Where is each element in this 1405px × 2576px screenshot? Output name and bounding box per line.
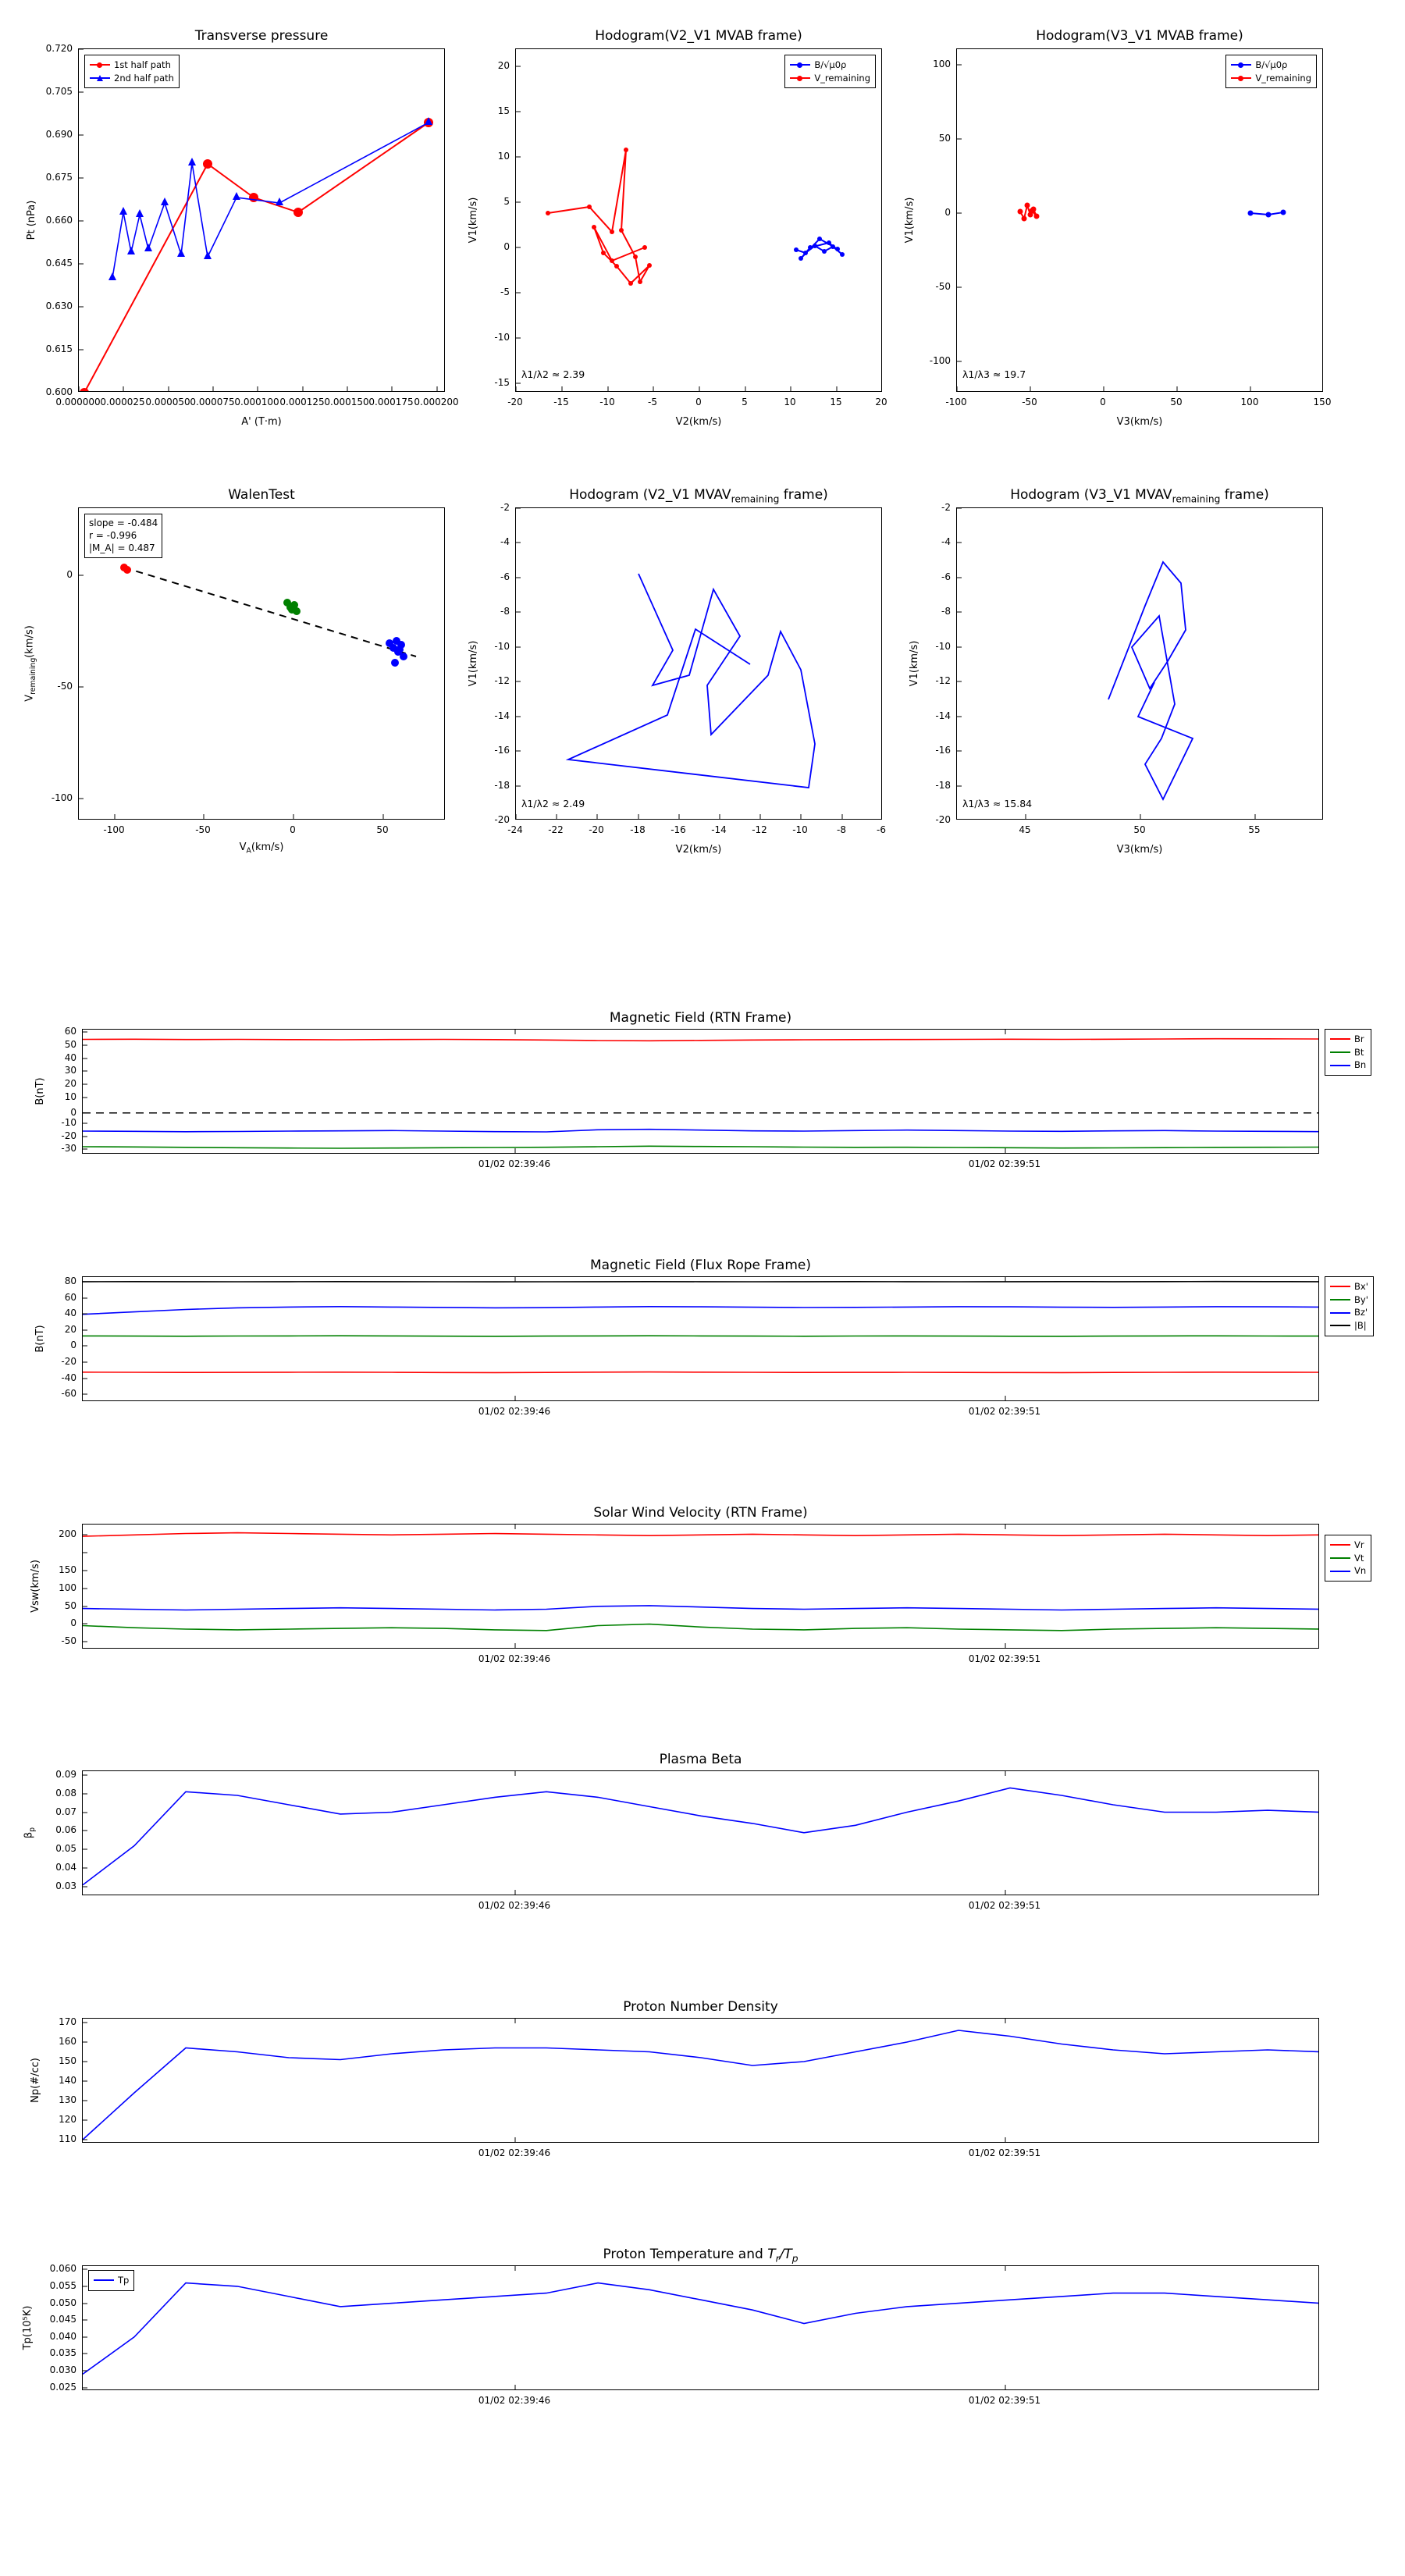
y-tick: 0.06 (55, 1824, 76, 1836)
plot-area (515, 507, 882, 820)
y-tick: -5 (500, 286, 510, 297)
y-axis-label: Tp(10⁵K) (22, 2305, 34, 2350)
x-tick: -24 (507, 824, 523, 835)
y-tick: 10 (497, 151, 510, 162)
y-tick: -4 (500, 536, 510, 547)
y-tick: 0.08 (55, 1787, 76, 1799)
x-axis-label: A' (T·m) (241, 416, 282, 428)
x-tick: 0 (695, 397, 702, 407)
y-tick: 0 (503, 241, 510, 252)
y-tick: 0.615 (45, 343, 73, 354)
x-axis-label: V2(km/s) (675, 416, 722, 428)
y-tick: -60 (61, 1388, 76, 1400)
x-tick: -10 (792, 824, 808, 835)
y-tick: -30 (61, 1143, 76, 1155)
y-axis-label: $\beta_p$ (23, 1827, 37, 1839)
plot-area (78, 48, 445, 392)
y-axis-label: V1(km/s) (468, 640, 479, 687)
y-tick: 40 (64, 1051, 76, 1063)
y-tick: 0.03 (55, 1880, 76, 1892)
panel-title: Proton Number Density (623, 1999, 778, 2015)
x-axis-label: V3(km/s) (1116, 416, 1163, 428)
series-br (83, 1039, 1319, 1041)
y-tick: 110 (59, 2133, 76, 2144)
y-tick: 0.050 (49, 2297, 76, 2308)
x-tick: 01/02 02:39:51 (968, 1653, 1041, 1664)
x-tick: -22 (548, 824, 564, 835)
panel-title: Hodogram(V3_V1 MVAB frame) (1036, 28, 1243, 44)
legend-label: By' (1354, 1293, 1368, 1305)
x-tick: 55 (1248, 824, 1261, 835)
eigenvalue-ratio-annotation: λ1/λ2 ≈ 2.39 (521, 368, 585, 380)
legend (1325, 1276, 1374, 1336)
x-tick: -50 (1022, 397, 1037, 407)
plot-area (82, 1770, 1319, 1895)
legend (88, 2270, 134, 2291)
y-tick: 0 (66, 569, 73, 580)
y-tick: 0.660 (45, 215, 73, 226)
x-tick: 01/02 02:39:51 (968, 1406, 1041, 1417)
x-tick: 01/02 02:39:46 (478, 2395, 551, 2406)
series-vn (83, 1606, 1319, 1610)
y-tick: -14 (494, 710, 510, 721)
x-tick: -6 (877, 824, 886, 835)
legend-label: Br (1354, 1034, 1364, 1044)
legend-label: Tp (118, 2275, 130, 2286)
x-tick: 01/02 02:39:46 (478, 1900, 551, 1911)
y-tick: -10 (494, 641, 510, 652)
y-tick: 50 (938, 133, 951, 144)
y-tick: -50 (57, 681, 73, 692)
x-tick: 01/02 02:39:46 (478, 1158, 551, 1169)
x-tick: -100 (945, 397, 967, 407)
y-tick: -10 (494, 332, 510, 343)
panel-plasma-beta (23, 1752, 1319, 1911)
walen-fit-textbox (84, 514, 162, 558)
legend-label: V_remaining (814, 72, 870, 84)
y-axis-label: Pt (nPa) (26, 200, 37, 240)
panel-hodogram-v2v1-mvab (468, 28, 887, 428)
legend-label: Vn (1354, 1565, 1367, 1577)
y-axis-label: V1(km/s) (904, 197, 916, 244)
y-axis-label: V1(km/s) (468, 197, 479, 244)
x-tick: 45 (1019, 824, 1031, 835)
y-tick: 5 (503, 196, 510, 207)
y-tick: 0.045 (49, 2314, 76, 2325)
x-tick: 0.000075 (190, 397, 235, 407)
y-tick: 0.030 (49, 2364, 76, 2376)
y-axis-label: B(nT) (34, 1325, 46, 1353)
y-tick: 20 (64, 1078, 76, 1089)
legend-label: |B| (1354, 1320, 1367, 1332)
y-tick: -18 (935, 780, 951, 791)
x-tick: 01/02 02:39:51 (968, 2395, 1041, 2406)
eigenvalue-ratio-annotation: λ1/λ3 ≈ 19.7 (962, 368, 1026, 380)
x-tick: -18 (630, 824, 646, 835)
walen-correlation: r = -0.996 (89, 530, 137, 542)
y-tick: -12 (494, 675, 510, 686)
y-tick: 160 (59, 2036, 76, 2047)
series-vt (83, 1624, 1319, 1631)
legend-label: B/√μ0ρ (1255, 59, 1288, 70)
x-tick: 01/02 02:39:46 (478, 2147, 551, 2158)
panel-title: Solar Wind Velocity (RTN Frame) (593, 1505, 808, 1521)
y-tick: -20 (61, 1130, 76, 1141)
legend (1325, 1535, 1371, 1582)
y-tick: 200 (59, 1528, 76, 1540)
y-tick: 30 (64, 1065, 76, 1076)
y-tick: -50 (935, 281, 951, 292)
legend (784, 55, 876, 88)
y-tick: -4 (941, 536, 951, 547)
y-tick: 50 (64, 1599, 76, 1611)
y-tick: -10 (61, 1117, 76, 1128)
y-tick: 20 (497, 60, 510, 71)
eigenvalue-ratio-annotation: λ1/λ3 ≈ 15.84 (962, 798, 1033, 809)
x-tick: 01/02 02:39:46 (478, 1653, 551, 1664)
y-tick: 0.645 (45, 258, 73, 269)
y-tick: 60 (64, 1026, 76, 1037)
plot-area (82, 2018, 1319, 2143)
panel-magnetic-field-flux-rope (34, 1258, 1368, 1417)
y-tick: 0.04 (55, 1862, 76, 1873)
x-axis-label: V3(km/s) (1116, 844, 1163, 856)
x-tick: 0 (1100, 397, 1106, 407)
y-tick: 0.040 (49, 2330, 76, 2342)
y-tick: 0.07 (55, 1806, 76, 1817)
y-tick: 40 (64, 1308, 76, 1319)
series-beta (83, 1788, 1319, 1885)
x-tick: -20 (507, 397, 523, 407)
plot-area (82, 1276, 1319, 1401)
legend-swatch-bx (1330, 1286, 1350, 1287)
x-tick: 01/02 02:39:51 (968, 1900, 1041, 1911)
panel-title: Plasma Beta (659, 1752, 742, 1767)
x-tick: 0 (290, 824, 296, 835)
panel-hodogram-v2v1-mvav (468, 487, 886, 856)
x-tick: 0.000125 (279, 397, 325, 407)
plot-area (956, 507, 1323, 820)
y-tick: -12 (935, 675, 951, 686)
y-tick: 0 (944, 207, 951, 218)
series-tp (83, 2283, 1319, 2375)
x-tick: -100 (103, 824, 125, 835)
y-tick: -14 (935, 710, 951, 721)
x-axis-label: V2(km/s) (675, 844, 722, 856)
series-np (83, 2030, 1319, 2140)
panel-walen-test (23, 487, 445, 856)
legend-label: Bx' (1354, 1281, 1368, 1292)
x-tick: 0.000000 (55, 397, 101, 407)
y-tick: 0 (70, 1340, 76, 1351)
legend-label: Vr (1354, 1539, 1364, 1550)
y-tick: -16 (494, 745, 510, 756)
x-axis-label: $V_A(km/s)$ (239, 841, 284, 856)
y-axis-label: Np(#/cc) (30, 2058, 41, 2103)
legend (1325, 1029, 1371, 1076)
panel-title: Hodogram (V2_V1 $MVAV_{remaining}$ frame) (569, 487, 828, 505)
legend-swatch-1st-half (90, 64, 110, 66)
y-tick: 0.630 (45, 301, 73, 311)
y-tick: 0.060 (49, 2263, 76, 2275)
y-tick: -40 (61, 1372, 76, 1383)
y-tick: 0.720 (45, 43, 73, 54)
y-axis-label: V1(km/s) (909, 640, 920, 687)
y-tick: -100 (929, 355, 951, 366)
y-tick: 140 (59, 2075, 76, 2086)
walen-slope: slope = -0.484 (89, 518, 158, 528)
panel-proton-number-density (30, 1999, 1319, 2158)
x-tick: 01/02 02:39:51 (968, 1158, 1041, 1169)
y-tick: 120 (59, 2114, 76, 2125)
x-tick: 100 (1240, 397, 1259, 407)
x-tick: 10 (784, 397, 796, 407)
y-tick: 0.09 (55, 1768, 76, 1780)
y-tick: 60 (64, 1291, 76, 1303)
y-tick: 0.05 (55, 1843, 76, 1855)
legend-label: Bz' (1354, 1307, 1368, 1318)
legend-swatch-v-remaining (790, 77, 810, 79)
y-tick: -20 (935, 814, 951, 825)
plot-area (82, 1029, 1319, 1154)
y-tick: -2 (941, 502, 951, 513)
legend-swatch-bn (1330, 1065, 1350, 1066)
x-tick: 0.000050 (145, 397, 190, 407)
legend (84, 55, 180, 88)
x-tick: 5 (742, 397, 748, 407)
y-tick: 150 (59, 2055, 76, 2066)
plot-area (515, 48, 882, 392)
x-tick: 0.000175 (368, 397, 414, 407)
y-tick: -6 (500, 571, 510, 582)
y-tick: -18 (494, 780, 510, 791)
y-axis-label: $V_{remaining}(km/s)$ (23, 625, 37, 702)
y-axis-label: Vsw(km/s) (30, 1560, 41, 1613)
y-tick: 150 (59, 1564, 76, 1575)
y-axis-label: B(nT) (34, 1077, 46, 1105)
legend-swatch-vn (1330, 1571, 1350, 1572)
y-tick: -15 (494, 377, 510, 388)
y-tick: 50 (64, 1039, 76, 1050)
x-tick: 0.000200 (414, 397, 459, 407)
x-tick: -10 (599, 397, 615, 407)
x-tick: 50 (1170, 397, 1183, 407)
legend-label: Bt (1354, 1046, 1364, 1058)
legend-swatch-v-remaining (1231, 77, 1251, 79)
x-tick: -14 (711, 824, 727, 835)
plot-area (82, 2265, 1319, 2390)
y-tick: 0.600 (45, 386, 73, 397)
x-tick: -8 (837, 824, 846, 835)
x-tick: 50 (1133, 824, 1146, 835)
panel-magnetic-field-rtn (34, 1010, 1367, 1169)
panel-solar-wind-velocity (30, 1505, 1367, 1664)
y-tick: 10 (64, 1091, 76, 1102)
y-tick: -20 (494, 814, 510, 825)
legend-swatch-vt (1330, 1557, 1350, 1559)
legend-swatch-alfven-b (790, 64, 810, 66)
legend-swatch-alfven-b (1231, 64, 1251, 66)
x-tick: -50 (195, 824, 211, 835)
x-tick: 01/02 02:39:46 (478, 1406, 551, 1417)
panel-title: Magnetic Field (Flux Rope Frame) (590, 1258, 811, 1273)
y-tick: 0.055 (49, 2279, 76, 2291)
series-bx (83, 1372, 1319, 1373)
y-tick: 0 (70, 1617, 76, 1629)
legend (1225, 55, 1317, 88)
series-bn (83, 1130, 1319, 1132)
y-tick: 0.705 (45, 86, 73, 97)
x-tick: 150 (1313, 397, 1332, 407)
panel-proton-temperature (22, 2247, 1319, 2406)
y-tick: 0.025 (49, 2381, 76, 2393)
y-tick: -100 (51, 792, 73, 803)
legend-swatch-2nd-half (90, 77, 110, 79)
legend-label: 1st half path (114, 59, 171, 70)
legend-swatch-bmag (1330, 1325, 1350, 1326)
y-tick: -8 (941, 606, 951, 617)
y-tick: 80 (64, 1275, 76, 1286)
legend-swatch-vr (1330, 1544, 1350, 1546)
series-bz (83, 1307, 1319, 1315)
series-bt (83, 1146, 1319, 1148)
y-tick: -10 (935, 641, 951, 652)
panel-title: Transverse pressure (194, 28, 329, 44)
x-tick: -20 (589, 824, 604, 835)
legend-swatch-tp (94, 2279, 114, 2281)
walen-mach-number: |M_A| = 0.487 (89, 543, 155, 554)
y-tick: -50 (61, 1635, 76, 1647)
legend-swatch-br (1330, 1038, 1350, 1040)
y-tick: -2 (500, 502, 510, 513)
panel-title: WalenTest (228, 487, 295, 503)
legend-label: 2nd half path (114, 72, 174, 84)
x-tick: -15 (553, 397, 569, 407)
legend-label: Vt (1354, 1552, 1364, 1564)
panel-title: Magnetic Field (RTN Frame) (609, 1010, 792, 1026)
panel-hodogram-v3v1-mvav (909, 487, 1323, 856)
x-tick: 0.000025 (100, 397, 145, 407)
panel-transverse-pressure (26, 28, 459, 428)
y-tick: 0.690 (45, 129, 73, 140)
x-tick: 0.000150 (324, 397, 369, 407)
y-tick: 0.035 (49, 2347, 76, 2359)
legend-label: B/√μ0ρ (814, 59, 847, 70)
y-tick: 0.675 (45, 172, 73, 183)
legend-swatch-bt (1330, 1051, 1350, 1053)
plot-area (82, 1524, 1319, 1649)
y-tick: -6 (941, 571, 951, 582)
y-tick: 100 (59, 1582, 76, 1593)
y-tick: 20 (64, 1323, 76, 1335)
x-tick: 50 (376, 824, 389, 835)
plot-area (956, 48, 1323, 392)
y-tick: 130 (59, 2094, 76, 2105)
x-tick: 0.000100 (234, 397, 279, 407)
x-tick: 20 (875, 397, 887, 407)
panel-hodogram-v3v1-mvab (904, 28, 1332, 428)
y-tick: 170 (59, 2016, 76, 2027)
legend-label: V_remaining (1255, 72, 1311, 84)
y-tick: -20 (61, 1356, 76, 1367)
panel-title: Hodogram (V3_V1 $MVAV_{remaining}$ frame) (1010, 487, 1269, 505)
x-tick: 01/02 02:39:51 (968, 2147, 1041, 2158)
x-tick: -12 (752, 824, 767, 835)
legend-swatch-by (1330, 1299, 1350, 1300)
y-tick: 100 (933, 59, 951, 69)
y-tick: -8 (500, 606, 510, 617)
panel-title: Proton Temperature and $T_r/T_p$ (603, 2247, 799, 2265)
legend-label: Bn (1354, 1059, 1367, 1071)
x-tick: 15 (830, 397, 842, 407)
panel-title: Hodogram(V2_V1 MVAB frame) (595, 28, 802, 44)
eigenvalue-ratio-annotation: λ1/λ2 ≈ 2.49 (521, 798, 585, 809)
x-tick: -16 (670, 824, 686, 835)
y-tick: -16 (935, 745, 951, 756)
series-vr (83, 1533, 1319, 1537)
legend-swatch-bz (1330, 1312, 1350, 1314)
y-tick: 0 (70, 1106, 76, 1118)
y-tick: 15 (497, 105, 510, 116)
x-tick: -5 (648, 397, 657, 407)
